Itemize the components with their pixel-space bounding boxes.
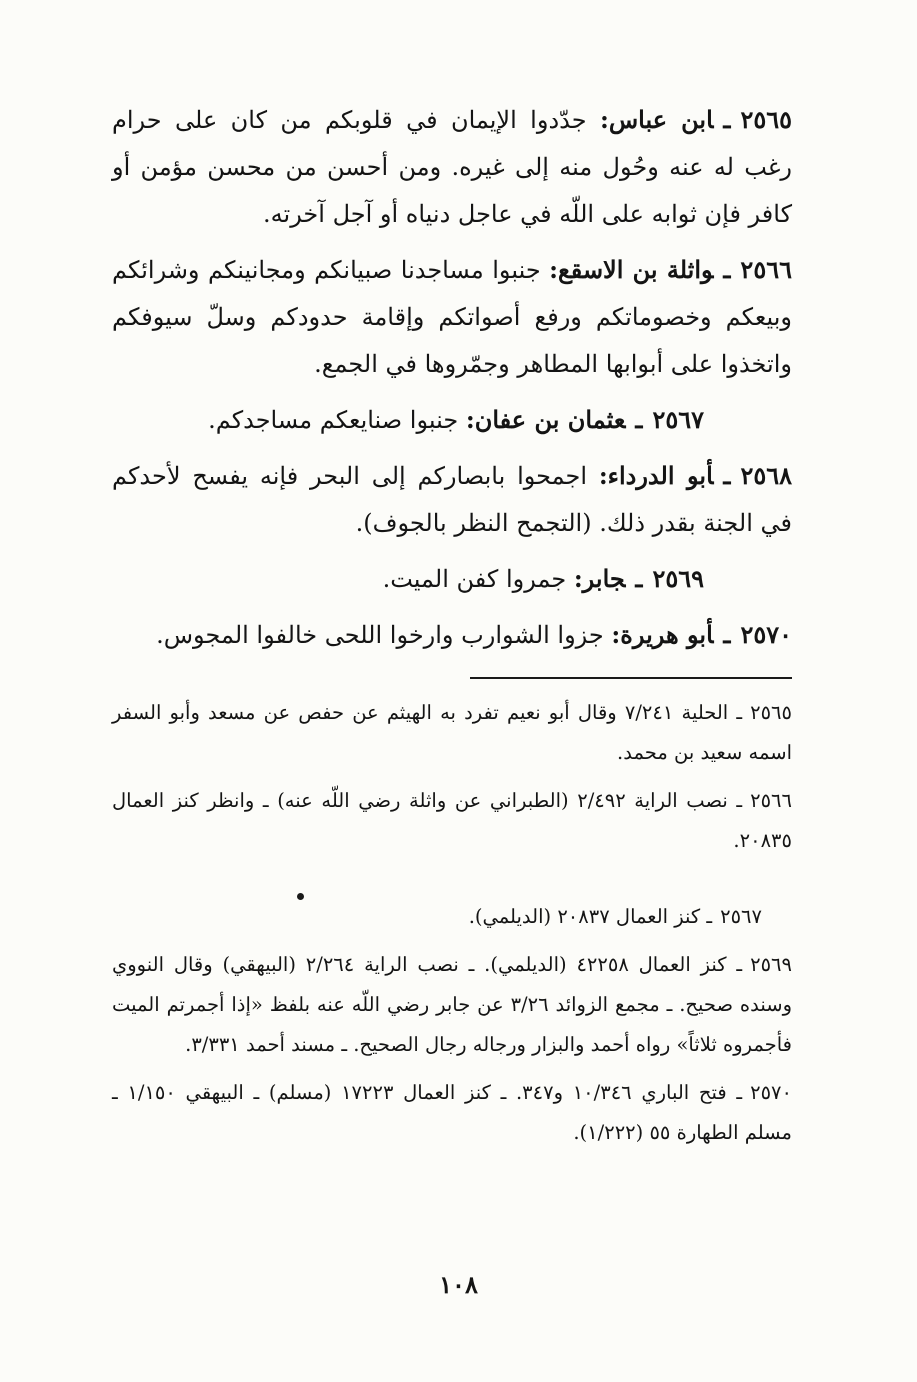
entry-dash: ـ: [635, 564, 643, 593]
entry-number: ٢٥٦٧: [652, 405, 704, 434]
entry-number: ٢٥٧٠: [740, 620, 792, 649]
entry-narrator: أبو هريرة:: [611, 620, 714, 649]
entry-dash: ـ: [723, 255, 731, 284]
footnotes-section: [112, 693, 792, 1153]
entry-narrator: أبو الدرداء:: [598, 461, 714, 490]
hadith-entry-2570: [112, 611, 792, 659]
entry-text: اجمحوا بابصاركم إلى البحر فإنه يفسح لأحدكم في الجنة بقدر ذلك. (التجمح النظر بالجوف).: [112, 462, 792, 537]
entry-dash: ـ: [723, 461, 731, 490]
footnote-text: ـ كنز العمال ٤٢٢٥٨ (الديلمي). ـ نصب الراية ٢/٢٦٤ (البيهقي) وقال النووي وسنده صحيح. ـ مجمع الزوائد ٣/٢٦ عن جابر رضي اللّه عنه بلفظ «إذا أجمرتم الميت فأجمروه ثلاثاً» رواه أحمد والبزار ورجاله رجال الصحيح. ـ مسند أحمد ٣/٣٣١.: [112, 953, 793, 1056]
entry-text: جزوا الشوارب وارخوا اللحى خالفوا المجوس.: [156, 621, 604, 649]
entry-narrator: عثمان بن عفان:: [465, 405, 626, 434]
entry-number: ٢٥٦٦: [740, 255, 792, 284]
entry-narrator: ابن عباس:: [599, 105, 714, 134]
entry-narrator: واثلة بن الاسقع:: [549, 255, 714, 284]
footnote-text: ـ نصب الراية ٢/٤٩٢ (الطبراني عن واثلة رضي اللّه عنه) ـ وانظر كنز العمال ٢٠٨٣٥.: [112, 789, 792, 852]
entry-text: جنبوا صنايعكم مساجدكم.: [208, 406, 459, 434]
hadith-entry-2565: [112, 96, 792, 238]
footnote-text: ـ فتح الباري ١٠/٣٤٦ و٣٤٧. ـ كنز العمال ١٧٢٢٣ (مسلم) ـ البيهقي ١/١٥٠ ـ مسلم الطهارة ٥٥ (١/٢٢٢).: [112, 1081, 792, 1144]
footnote-2569: [112, 945, 792, 1065]
footnote-2567: [112, 897, 792, 937]
entry-number: ٢٥٦٩: [652, 564, 704, 593]
footnote-2565: [112, 693, 792, 773]
footnote-divider: [470, 677, 792, 679]
footnote-number: ٢٥٦٩: [750, 953, 792, 976]
entry-text: جدّدوا الإيمان في قلوبكم من كان على حرام رغب له عنه وحُول منه إلى غيره. ومن أحسن من محسن مؤمن أو كافر فإن ثوابه على اللّه في عاجل دنياه أو آجل آخرته.: [112, 106, 792, 228]
entry-dash: ـ: [635, 405, 643, 434]
footnote-2566: [112, 781, 792, 861]
hadith-entry-2566: [112, 246, 792, 388]
entry-narrator: جابر:: [573, 564, 626, 593]
hadith-entry-2568: [112, 452, 792, 547]
page-number: ١٠٨: [439, 1270, 478, 1299]
hadith-entry-2569: [112, 555, 792, 603]
entry-text: جمروا كفن الميت.: [382, 565, 567, 593]
entry-number: ٢٥٦٨: [740, 461, 792, 490]
entry-dash: ـ: [723, 620, 731, 649]
footnote-text: ـ كنز العمال ٢٠٨٣٧ (الديلمي).: [468, 905, 713, 928]
ink-dot: [297, 893, 304, 900]
entry-dash: ـ: [723, 105, 731, 134]
footnote-text: ـ الحلية ٧/٢٤١ وقال أبو نعيم تفرد به الهيثم عن حفص عن مسعد وأبو السفر اسمه سعيد بن محمد.: [112, 701, 792, 764]
footnote-number: ٢٥٦٧: [720, 905, 762, 928]
entry-number: ٢٥٦٥: [740, 105, 792, 134]
footnote-number: ٢٥٧٠: [750, 1081, 792, 1104]
footnote-number: ٢٥٦٦: [750, 789, 792, 812]
hadith-entry-2567: [112, 396, 792, 444]
footnote-2570: [112, 1073, 792, 1153]
page-body: [112, 96, 792, 1161]
footnote-number: ٢٥٦٥: [750, 701, 792, 724]
entry-text: جنبوا مساجدنا صبيانكم ومجانينكم وشرائكم وبيعكم وخصوماتكم ورفع أصواتكم وإقامة حدودكم وسلّ سيوفكم واتخذوا على أبوابها المطاهر وجمّروها في الجمع.: [112, 256, 792, 378]
